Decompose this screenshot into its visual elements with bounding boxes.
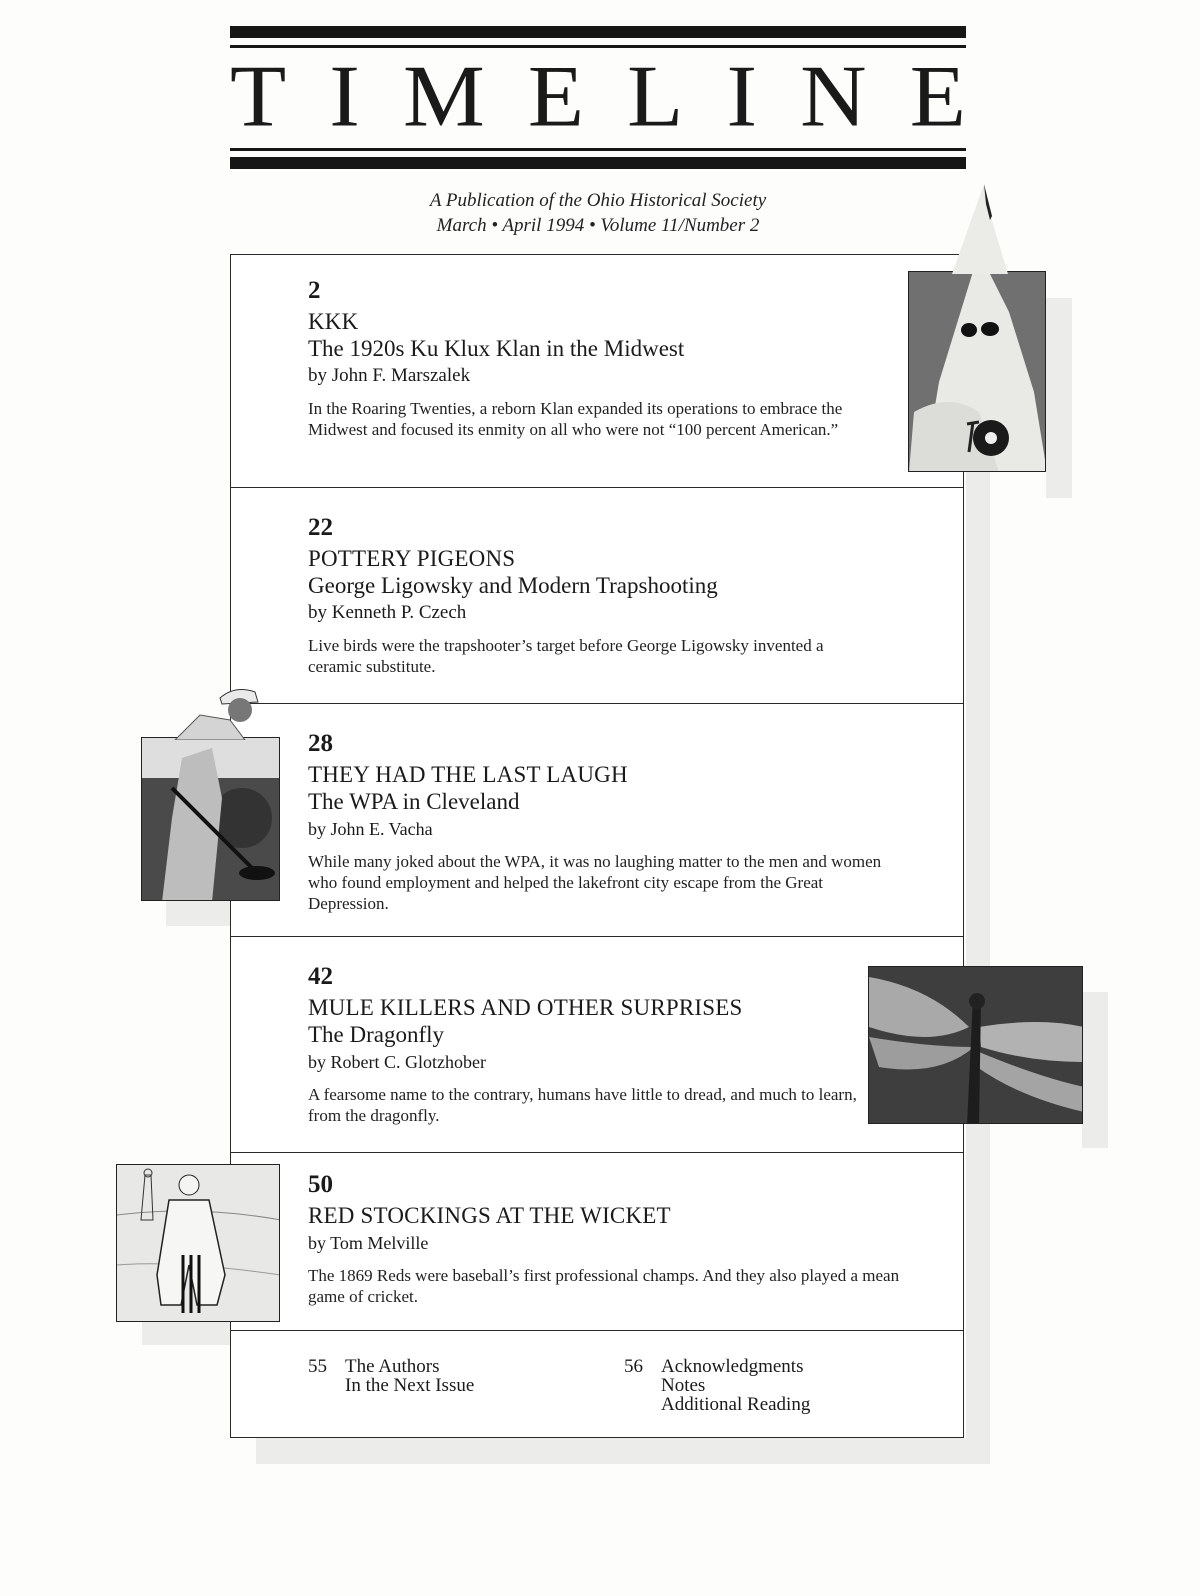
toc-entry-red-stockings[interactable] [231, 1153, 963, 1331]
departments [231, 1331, 963, 1436]
article-kicker: MULE KILLERS AND OTHER SURPRISES [308, 995, 743, 1020]
publication-line: A Publication of the Ohio Historical Society [429, 190, 767, 211]
masthead-letter: T [230, 47, 287, 145]
masthead-letter: I [329, 47, 360, 145]
page-number: 2 [308, 277, 321, 304]
cricket-player-engraving [116, 1164, 280, 1322]
masthead-letter: E [527, 47, 585, 145]
masthead-title [230, 47, 966, 145]
masthead-letter: N [800, 47, 867, 145]
wpa-worker-head [160, 680, 270, 740]
page-number: 55 [308, 1356, 327, 1377]
masthead-rule-bottom-thin [230, 148, 966, 151]
article-title: The Dragonfly [308, 1022, 445, 1047]
article-title: The WPA in Cleveland [308, 789, 520, 814]
article-title: George Ligowsky and Modern Trapshooting [308, 573, 718, 598]
masthead-letter: M [403, 47, 485, 145]
department-item: In the Next Issue [345, 1375, 475, 1396]
wpa-worker-photo [141, 737, 280, 901]
cricket-photo-shadow [142, 1321, 230, 1345]
page-number: 56 [624, 1356, 643, 1377]
article-byline: by Robert C. Glotzhober [308, 1052, 486, 1072]
article-kicker: RED STOCKINGS AT THE WICKET [308, 1203, 671, 1228]
wpa-photo-shadow [166, 900, 230, 926]
dragonfly-photo-shadow [1082, 992, 1108, 1148]
toc-entry-wpa[interactable] [231, 704, 963, 937]
page-number: 50 [308, 1171, 333, 1198]
article-description: In the Roaring Twenties, a reborn Klan expanded its operations to embrace the Midwest and focused its enmity on all who were not “100 percent American.” [308, 399, 843, 439]
toc-entry-kkk[interactable] [231, 255, 963, 488]
klansman-hood-tip [950, 184, 1010, 274]
masthead-letter: L [627, 47, 684, 145]
toc-shadow-right [966, 298, 990, 1464]
department-item: Additional Reading [661, 1394, 811, 1415]
issue-line: March • April 1994 • Volume 11/Number 2 [436, 215, 760, 236]
kkk-photo-shadow [1046, 298, 1072, 498]
article-title: The 1920s Ku Klux Klan in the Midwest [308, 336, 685, 361]
page-number: 42 [308, 963, 333, 990]
masthead-rule-bottom-thick [230, 157, 966, 169]
article-byline: by John F. Marszalek [308, 365, 471, 386]
table-of-contents [230, 254, 964, 1438]
article-byline: by Kenneth P. Czech [308, 602, 467, 623]
article-description: Live birds were the trapshooter’s target before George Ligowsky invented a ceramic substitute. [308, 636, 824, 676]
klansman-photo [908, 271, 1046, 472]
page-number: 22 [308, 514, 333, 541]
article-kicker: THEY HAD THE LAST LAUGH [308, 762, 628, 787]
article-description: The 1869 Reds were baseball’s first professional champs. And they also played a mean game of cricket. [308, 1266, 900, 1306]
article-kicker: KKK [308, 309, 359, 334]
article-description: While many joked about the WPA, it was no laughing matter to the men and women who found employment and helped the lakefront city escape from the Great Depression. [308, 852, 882, 913]
masthead-rule-top-thick [230, 26, 966, 38]
masthead-letter: E [909, 47, 966, 145]
article-kicker: POTTERY PIGEONS [308, 546, 516, 571]
toc-entry-pottery-pigeons[interactable] [231, 488, 963, 704]
page-number: 28 [308, 730, 333, 757]
masthead-letter: I [726, 47, 758, 145]
toc-entry-dragonfly[interactable] [231, 937, 963, 1153]
department-item: Notes [661, 1375, 706, 1396]
article-description: A fearsome name to the contrary, humans have little to dread, and much to learn, from the dragonfly. [308, 1085, 857, 1125]
toc-shadow-bottom [256, 1438, 990, 1464]
department-item: Acknowledgments [661, 1356, 804, 1377]
department-item: The Authors [345, 1356, 440, 1377]
article-byline: by Tom Melville [308, 1233, 429, 1253]
dragonfly-photo [868, 966, 1083, 1124]
article-byline: by John E. Vacha [308, 819, 433, 839]
